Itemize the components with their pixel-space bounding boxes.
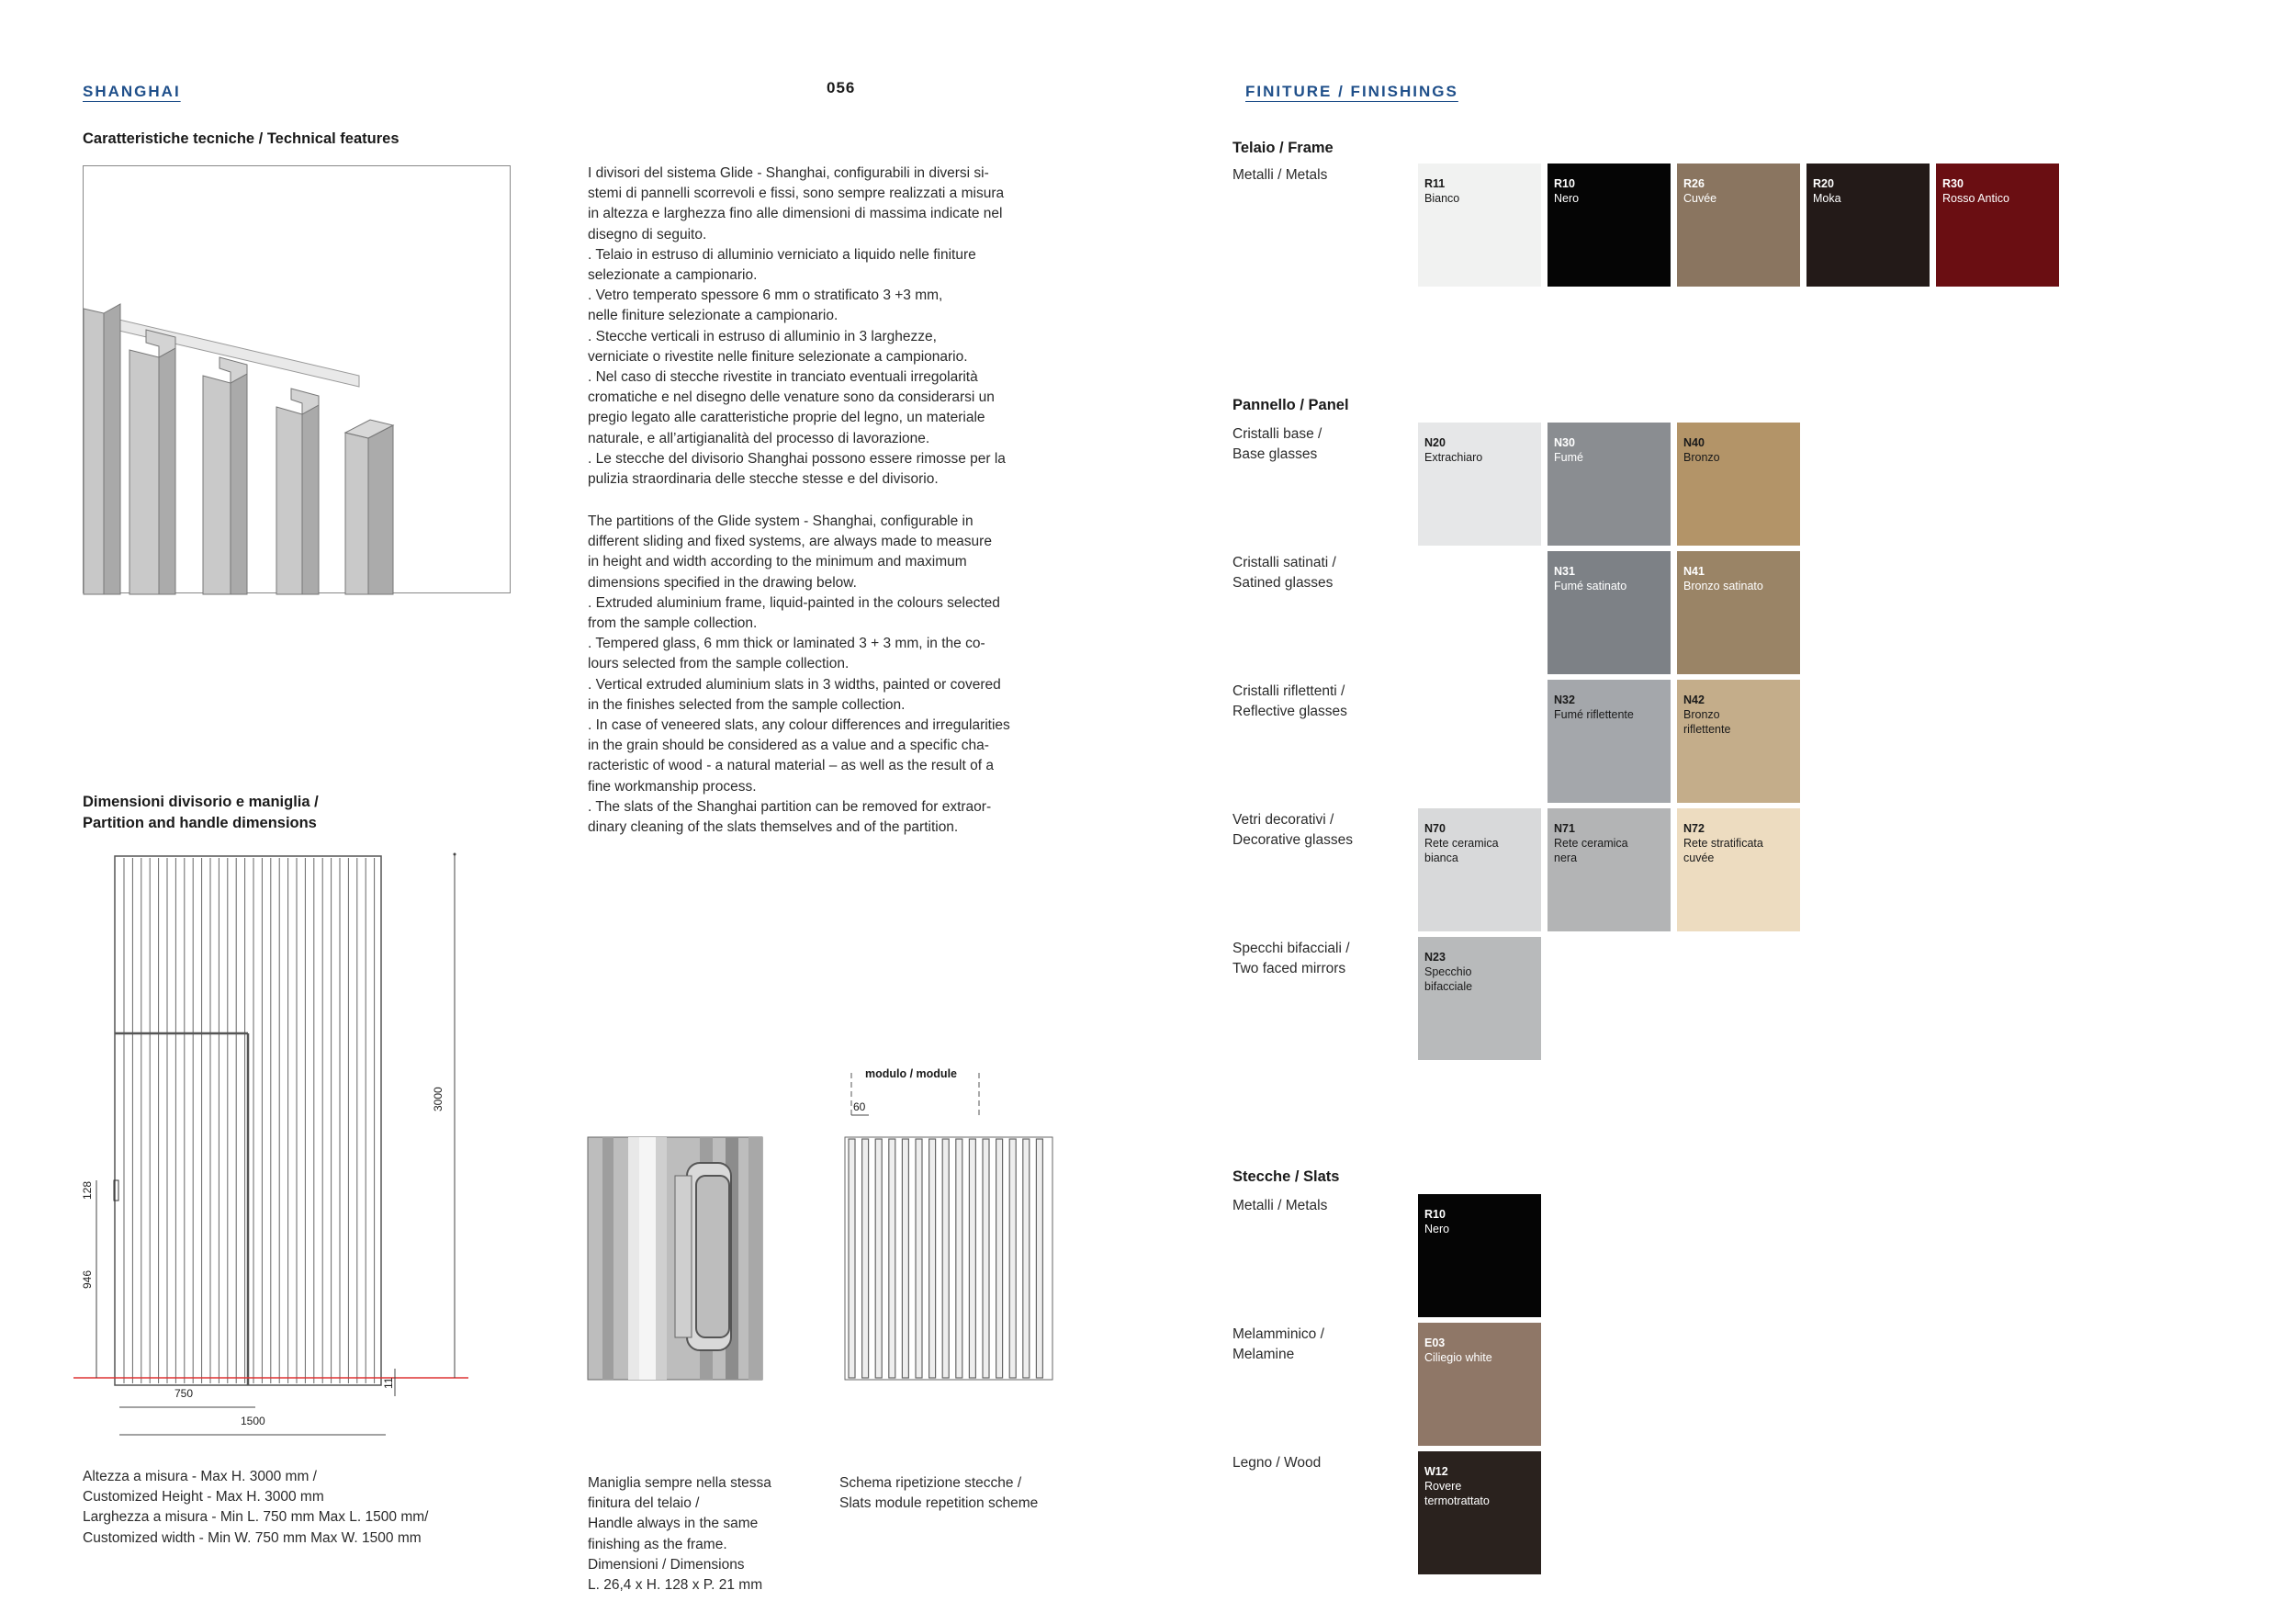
page-title: SHANGHAI: [83, 83, 181, 100]
swatch-name: Rete ceramica: [1554, 837, 1628, 850]
finish-swatch-n20: [1418, 423, 1541, 546]
text-line: in the finishes selected from the sample collection.: [588, 696, 906, 713]
dim-1500: 1500: [241, 1415, 265, 1427]
swatch-name: termotrattato: [1424, 1494, 1490, 1507]
swatch-name: Rovere: [1424, 1480, 1462, 1493]
text-line: different sliding and fixed systems, are always made to measure: [588, 534, 992, 550]
swatch-code: E03: [1424, 1336, 1446, 1349]
text-line: fine workmanship process.: [588, 778, 757, 795]
dim-946: 946: [81, 1269, 94, 1289]
module-label: modulo / module: [865, 1067, 957, 1080]
text-line: . Nel caso di stecche rivestite in tranciato eventuali irregolarità: [588, 369, 978, 386]
finish-category-label: Cristalli riflettenti / Reflective glasses: [1232, 683, 1347, 719]
swatch-code: N71: [1554, 822, 1575, 835]
swatch-name: Bianco: [1424, 192, 1460, 205]
swatch-name: Rosso Antico: [1942, 192, 2009, 205]
text-line: . Tempered glass, 6 mm thick or laminated 3 + 3 mm, in the co-: [588, 636, 985, 652]
page-number: 056: [827, 79, 856, 96]
swatch-name: Ciliegio white: [1424, 1351, 1492, 1364]
slats-render-frame: [83, 165, 511, 593]
panel-heading: Pannello / Panel: [1232, 397, 1349, 413]
swatch-code: N42: [1683, 694, 1705, 706]
finish-swatch-w12: [1418, 1451, 1541, 1574]
text-line: disegno di seguito.: [588, 226, 707, 242]
finish-category-label: Metalli / Metals: [1232, 1198, 1328, 1213]
finish-swatch-n41: [1677, 551, 1800, 674]
text-line: racteristic of wood - a natural material – as well as the result of a: [588, 758, 994, 774]
swatch-name: riflettente: [1683, 723, 1731, 736]
handle-caption: Maniglia sempre nella stessa finitura del telaio / Handle always in the same finishing as the frame. Dimensioni / Dimensions L. 26,4 x H. 128 x P. 21 mm: [588, 1475, 771, 1594]
swatch-name: Extrachiaro: [1424, 451, 1483, 464]
swatch-code: R26: [1683, 177, 1705, 190]
swatch-name: bianca: [1424, 851, 1458, 864]
dim-11: 11: [382, 1377, 395, 1389]
text-line: . Vetro temperato spessore 6 mm o stratificato 3 +3 mm,: [588, 288, 943, 304]
finish-swatch-n23: [1418, 937, 1541, 1060]
text-line: pulizia straordinaria delle stecche stesse e del divisorio.: [588, 471, 939, 488]
swatch-code: R10: [1554, 177, 1575, 190]
swatch-name: Specchio: [1424, 965, 1472, 978]
finish-category-label: Metalli / Metals: [1232, 167, 1328, 183]
text-line: dimensions specified in the drawing below.: [588, 574, 857, 591]
swatch-code: N23: [1424, 951, 1446, 964]
swatch-name: Rete ceramica: [1424, 837, 1499, 850]
finish-swatch-n40: [1677, 423, 1800, 546]
swatch-name: Bronzo: [1683, 708, 1720, 721]
swatch-code: N30: [1554, 436, 1575, 449]
text-line: nelle finiture selezionate a campionario.: [588, 308, 838, 324]
module-dim: 60: [853, 1100, 866, 1113]
swatch-code: N70: [1424, 822, 1446, 835]
text-line: . Vertical extruded aluminium slats in 3 widths, painted or covered: [588, 676, 1001, 693]
text-line: lours selected from the sample collection.: [588, 656, 850, 672]
text-line: I divisori del sistema Glide - Shanghai, configurabili in diversi si-: [588, 165, 989, 181]
swatch-code: N32: [1554, 694, 1575, 706]
swatch-code: R20: [1813, 177, 1834, 190]
text-line: dinary cleaning of the slats themselves and of the partition.: [588, 819, 959, 836]
swatch-code: N20: [1424, 436, 1446, 449]
slats-module-drawing: [845, 1073, 1056, 1382]
swatch-name: Cuvée: [1683, 192, 1717, 205]
swatch-name: cuvée: [1683, 851, 1715, 864]
text-line: . Le stecche del divisorio Shanghai possono essere rimosse per la: [588, 450, 1006, 467]
swatch-name: Rete stratificata: [1683, 837, 1763, 850]
swatch-name: Bronzo: [1683, 451, 1720, 464]
dim-128: 128: [81, 1180, 94, 1200]
finish-swatch-n70: [1418, 808, 1541, 931]
finish-swatch-n32: [1548, 680, 1671, 803]
finish-category-label: Legno / Wood: [1232, 1455, 1322, 1471]
swatch-name: Nero: [1554, 192, 1580, 205]
swatch-name: Fumé riflettente: [1554, 708, 1634, 721]
finish-swatch-e03: [1418, 1323, 1541, 1446]
slats-heading: Stecche / Slats: [1232, 1168, 1340, 1185]
finish-swatch-n30: [1548, 423, 1671, 546]
dim-height: 3000: [432, 1087, 445, 1111]
finish-category-label: Vetri decorativi / Decorative glasses: [1232, 812, 1353, 848]
partition-dimension-drawing: [73, 845, 496, 1451]
handle-detail-drawing: [588, 1137, 762, 1381]
text-line: pregio legato alle caratteristiche proprie del legno, un materiale: [588, 410, 985, 426]
text-line: in height and width according to the minimum and maximum: [588, 554, 967, 570]
text-line: . Telaio in estruso di alluminio verniciato a liquido nelle finiture: [588, 246, 976, 263]
swatch-code: N31: [1554, 565, 1575, 578]
text-line: cromatiche e nel disegno delle venature sono da considerarsi un: [588, 389, 995, 406]
swatch-code: N72: [1683, 822, 1705, 835]
frame-heading: Telaio / Frame: [1232, 140, 1334, 156]
finish-swatch-r30: [1936, 164, 2059, 287]
finish-swatch-r10: [1418, 1194, 1541, 1317]
swatch-code: N40: [1683, 436, 1705, 449]
swatch-code: R10: [1424, 1208, 1446, 1221]
swatch-name: Moka: [1813, 192, 1841, 205]
finish-swatch-n71: [1548, 808, 1671, 931]
swatch-code: W12: [1424, 1465, 1448, 1478]
swatch-code: N41: [1683, 565, 1705, 578]
slats-caption: Schema ripetizione stecche / Slats module repetition scheme: [839, 1475, 1039, 1512]
dim-750: 750: [174, 1387, 194, 1400]
tech-heading: Caratteristiche tecniche / Technical features: [83, 130, 400, 147]
swatch-code: R11: [1424, 177, 1446, 190]
finish-swatch-r10: [1548, 164, 1671, 287]
finish-swatch-n42: [1677, 680, 1800, 803]
finish-category-label: Cristalli satinati / Satined glasses: [1232, 555, 1336, 591]
swatch-name: bifacciale: [1424, 980, 1473, 993]
swatch-code: R30: [1942, 177, 1964, 190]
dimensions-heading: Dimensioni divisorio e maniglia / Partition and handle dimensions: [83, 794, 319, 831]
text-line: The partitions of the Glide system - Shanghai, configurable in: [588, 513, 974, 529]
text-line: stemi di pannelli scorrevoli e fissi, sono sempre realizzati a misura: [588, 186, 1005, 202]
text-line: from the sample collection.: [588, 615, 758, 632]
text-line: naturale, e all’artigianalità del processo di lavorazione.: [588, 430, 930, 446]
swatch-name: Fumé: [1554, 451, 1583, 464]
text-line: . Extruded aluminium frame, liquid-painted in the colours selected: [588, 594, 1000, 611]
swatch-name: nera: [1554, 851, 1578, 864]
text-line: in altezza e larghezza fino alle dimensioni di massima indicate nel: [588, 206, 1003, 222]
dimensions-caption: Altezza a misura - Max H. 3000 mm / Customized Height - Max H. 3000 mm Larghezza a misura - Min L. 750 mm Max L. 1500 mm/ Customized width - Min W. 750 mm Max W. 1500 mm: [83, 1469, 429, 1546]
finishes-title: FINITURE / FINISHINGS: [1245, 83, 1458, 100]
finish-category-label: Specchi bifacciali / Two faced mirrors: [1232, 941, 1350, 976]
text-line: selezionate a campionario.: [588, 267, 758, 284]
text-line: . The slats of the Shanghai partition can be removed for extraor-: [588, 798, 992, 815]
description-italian: [588, 164, 1102, 490]
finish-category-label: Melamminico / Melamine: [1232, 1326, 1324, 1362]
slats-render-illustration: [84, 166, 512, 594]
finish-swatch-r11: [1418, 164, 1541, 287]
text-line: verniciate o rivestite nelle finiture selezionate a campionario.: [588, 348, 968, 365]
text-line: . Stecche verticali in estruso di alluminio in 3 larghezze,: [588, 328, 937, 344]
description-english: [588, 512, 1102, 838]
swatch-name: Nero: [1424, 1223, 1450, 1235]
swatch-name: Fumé satinato: [1554, 580, 1627, 592]
text-line: in the grain should be considered as a value and a specific cha-: [588, 738, 989, 754]
finish-category-label: Cristalli base / Base glasses: [1232, 426, 1322, 462]
finish-swatch-n31: [1548, 551, 1671, 674]
finish-swatch-r26: [1677, 164, 1800, 287]
finish-swatch-n72: [1677, 808, 1800, 931]
text-line: . In case of veneered slats, any colour differences and irregularities: [588, 717, 1010, 734]
swatch-name: Bronzo satinato: [1683, 580, 1763, 592]
finish-swatch-r20: [1806, 164, 1930, 287]
